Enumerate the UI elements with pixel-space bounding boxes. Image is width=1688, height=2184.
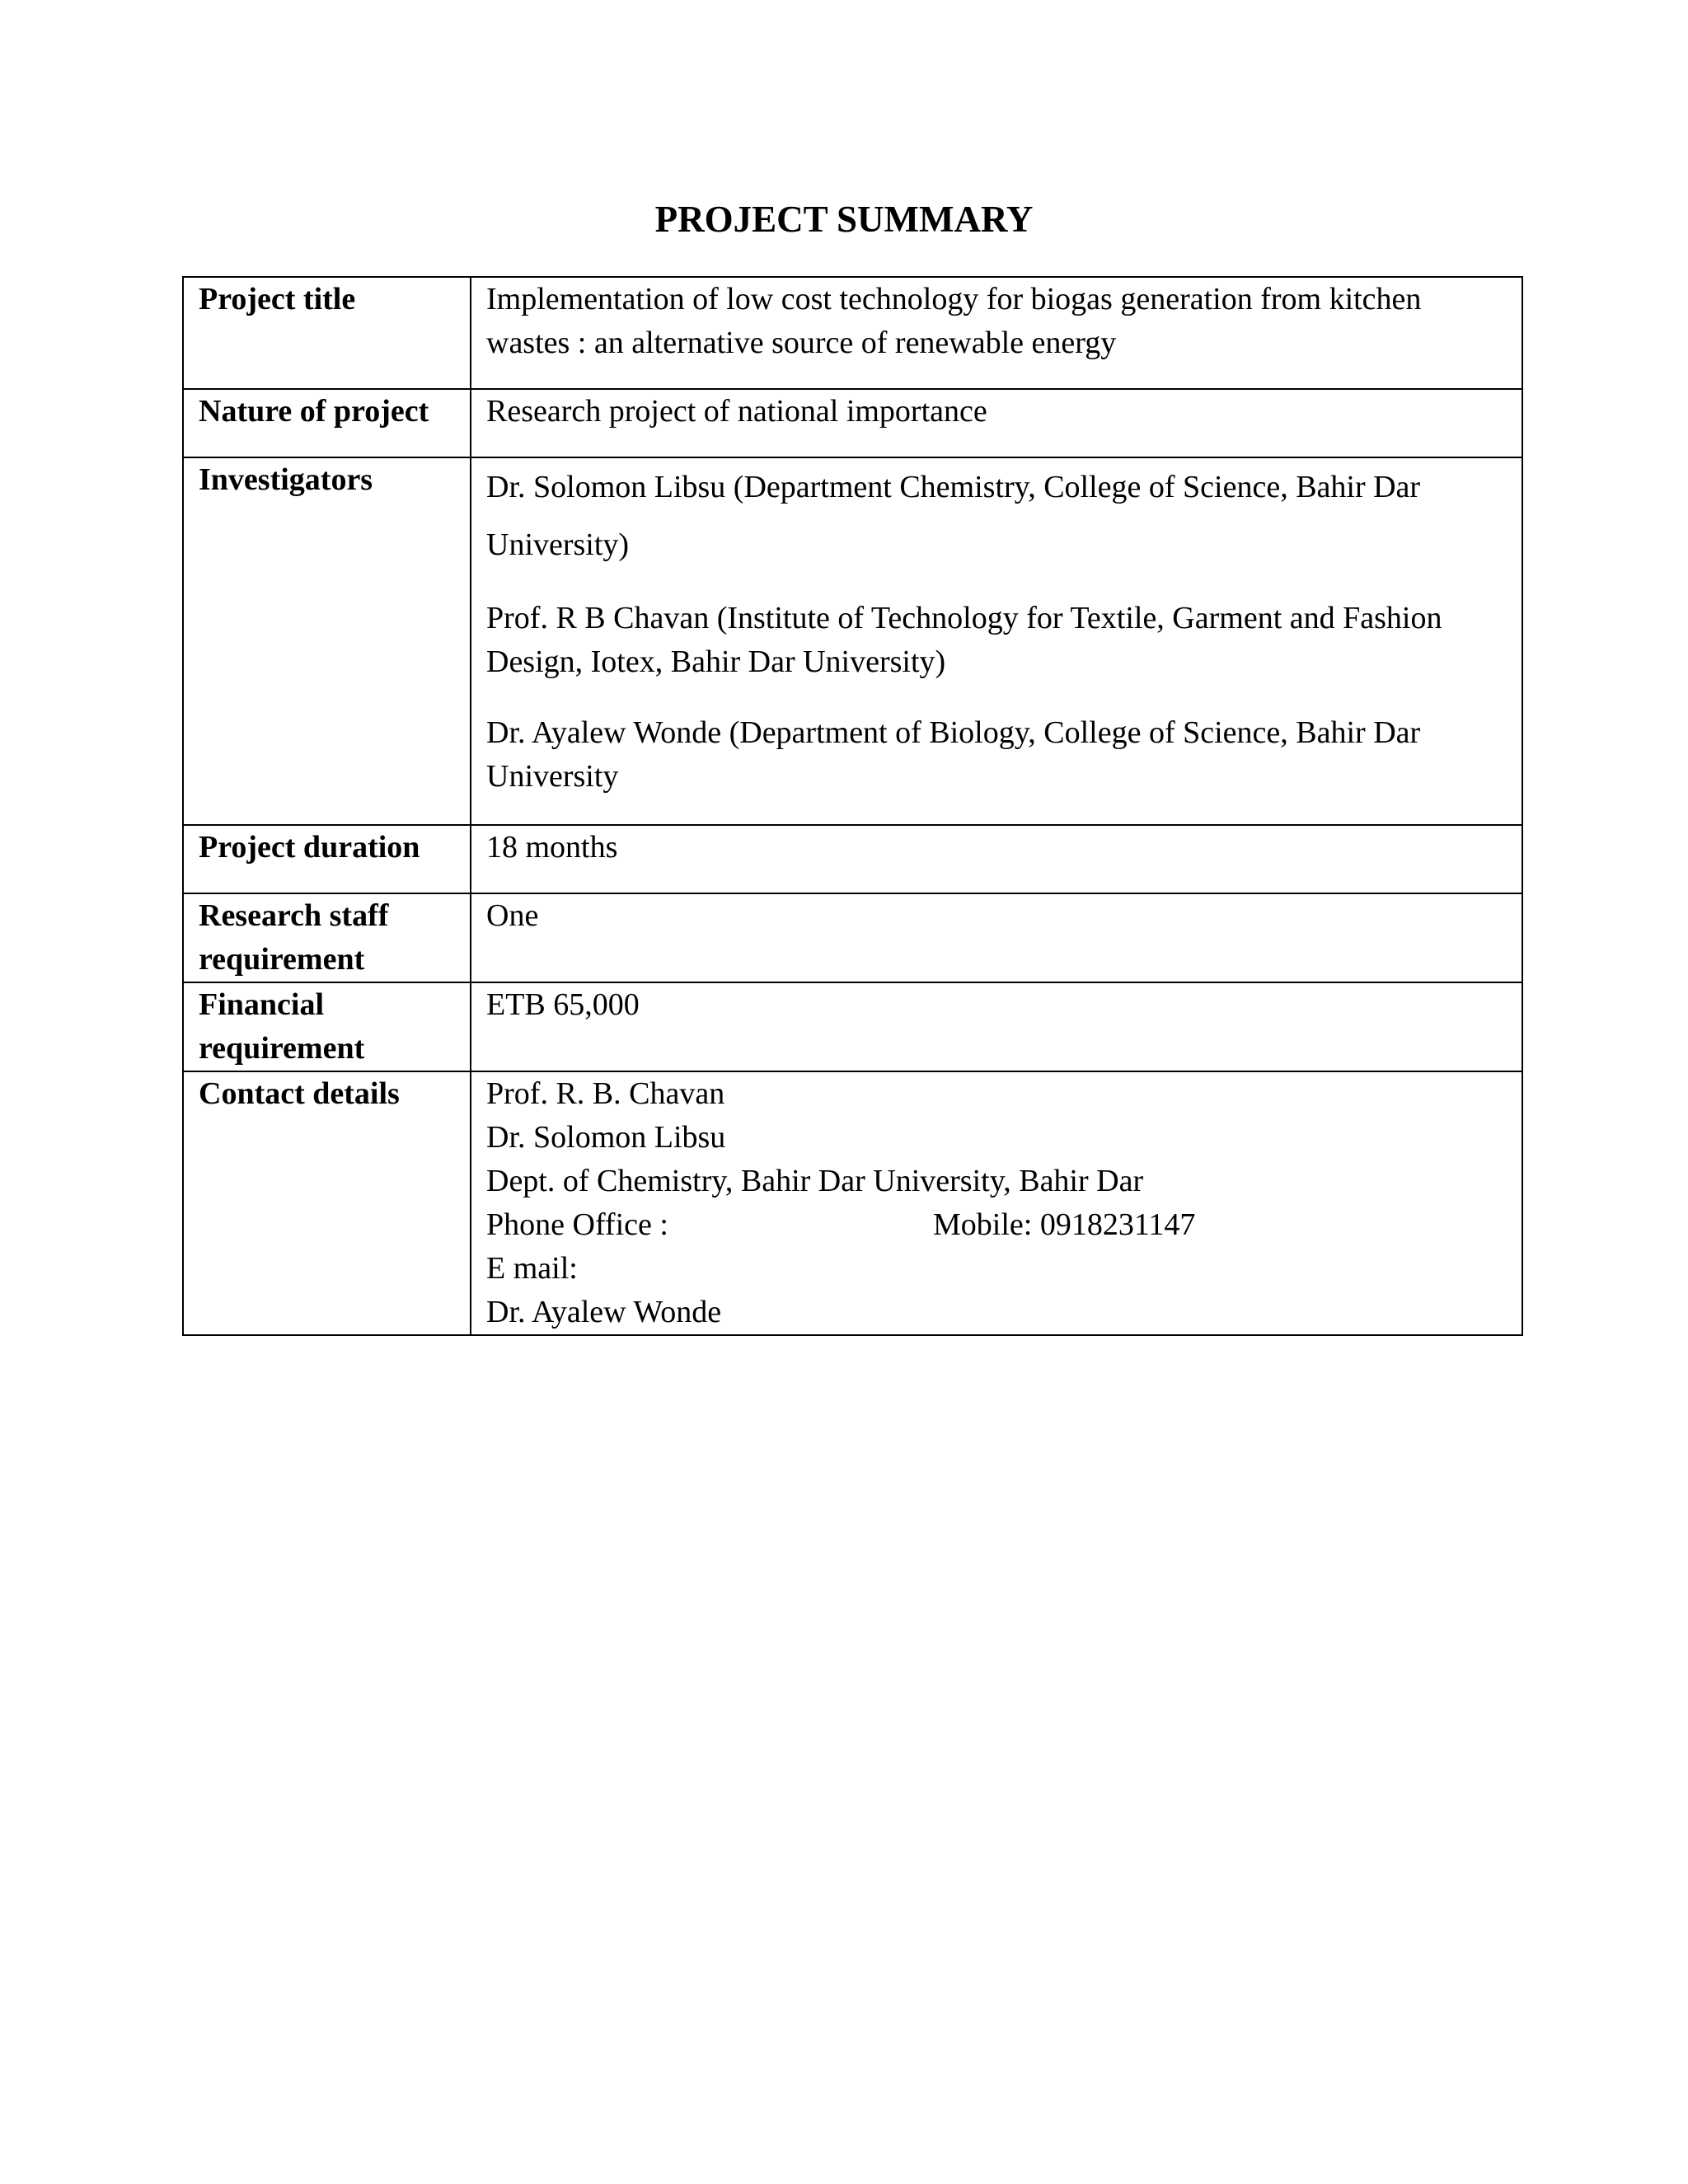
contact-name-1: Prof. R. B. Chavan <box>486 1076 725 1111</box>
contact-email: E mail: <box>486 1251 578 1286</box>
label-contact-details: Contact details <box>183 1071 471 1335</box>
value-investigators <box>471 457 1522 825</box>
label-research-staff: Research staff requirement <box>183 893 471 982</box>
investigator-1: Dr. Solomon Libsu (Department Chemistry, College of Science, Bahir Dar University) <box>486 470 1421 562</box>
contact-mobile: Mobile: 0918231147 <box>933 1207 1196 1242</box>
value-project-duration: 18 months <box>471 825 1522 893</box>
label-project-title: Project title <box>183 277 471 389</box>
label-investigators: Investigators <box>183 457 471 825</box>
table-row-nature-of-project <box>183 389 1522 457</box>
value-project-title: Implementation of low cost technology for biogas generation from kitchen wastes : an alternative source of renewable energy <box>471 277 1522 389</box>
value-financial-requirement: ETB 65,000 <box>471 982 1522 1071</box>
investigator-3: Dr. Ayalew Wonde (Department of Biology, College of Science, Bahir Dar University <box>486 715 1421 794</box>
label-nature-of-project: Nature of project <box>183 389 471 457</box>
label-project-duration: Project duration <box>183 825 471 893</box>
project-summary-table <box>182 276 1523 1336</box>
investigator-2: Prof. R B Chavan (Institute of Technology for Textile, Garment and Fashion Design, Iotex, Bahir Dar University) <box>486 601 1442 679</box>
table-row-research-staff <box>183 893 1522 982</box>
contact-phone-line <box>486 1203 1508 1247</box>
page-title: PROJECT SUMMARY <box>654 199 1034 240</box>
value-nature-of-project: Research project of national importance <box>471 389 1522 457</box>
table-row-project-duration <box>183 825 1522 893</box>
contact-address: Dept. of Chemistry, Bahir Dar University, Bahir Dar <box>486 1164 1144 1198</box>
value-contact-details <box>471 1071 1522 1335</box>
table-row-investigators <box>183 457 1522 825</box>
table-row-contact-details <box>183 1071 1522 1335</box>
label-financial-requirement: Financial requirement <box>183 982 471 1071</box>
contact-phone-office: Phone Office : <box>486 1207 668 1242</box>
table-row-project-title <box>183 277 1522 389</box>
contact-name-2: Dr. Solomon Libsu <box>486 1120 726 1155</box>
contact-name-3: Dr. Ayalew Wonde <box>486 1295 722 1329</box>
table-row-financial-requirement <box>183 982 1522 1071</box>
value-research-staff: One <box>471 893 1522 982</box>
